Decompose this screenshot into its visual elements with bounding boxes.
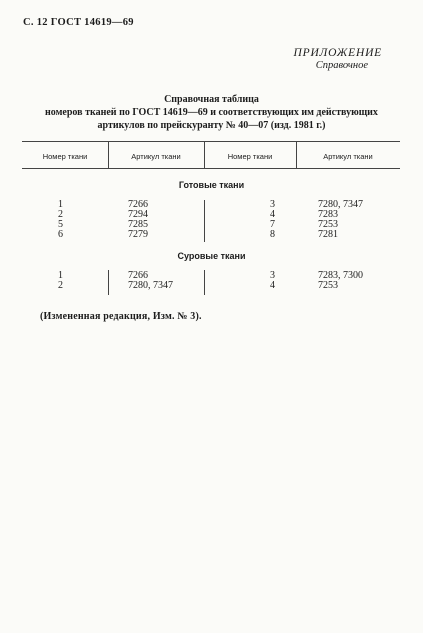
cell-article: 7266 bbox=[128, 270, 148, 281]
cell-article: 7280, 7347 bbox=[128, 280, 173, 291]
amendment-note: (Измененная редакция, Изм. № 3). bbox=[40, 311, 202, 322]
header-bottom-rule bbox=[22, 168, 400, 169]
section-2-divider-2 bbox=[204, 270, 205, 295]
cell-number-2: 7 bbox=[270, 219, 275, 230]
cell-article-2: 7283, 7300 bbox=[318, 270, 363, 281]
table-caption-line-3: артикулов по прейскуранту № 40—07 (изд. 1981 г.) bbox=[97, 120, 326, 131]
cell-article-2: 7283 bbox=[318, 209, 338, 220]
cell-number-2: 3 bbox=[270, 270, 275, 281]
cell-number-2: 4 bbox=[270, 209, 275, 220]
column-header-number-2: Номер ткани bbox=[227, 152, 273, 161]
section-title-raw: Суровые ткани bbox=[177, 251, 246, 261]
column-header-article-2: Артикул ткани bbox=[323, 152, 373, 161]
table-caption-line-1: Справочная таблица bbox=[164, 94, 259, 105]
section-1-divider bbox=[204, 200, 205, 242]
cell-article: 7279 bbox=[128, 229, 148, 240]
cell-number: 1 bbox=[58, 199, 63, 210]
cell-number-2: 3 bbox=[270, 199, 275, 210]
cell-number: 1 bbox=[58, 270, 63, 281]
cell-article: 7285 bbox=[128, 219, 148, 230]
column-header-number: Номер ткани bbox=[42, 152, 88, 161]
cell-article-2: 7281 bbox=[318, 229, 338, 240]
table-top-rule bbox=[22, 141, 400, 142]
section-title-finished: Готовые ткани bbox=[178, 180, 245, 190]
column-header-article: Артикул ткани bbox=[131, 152, 181, 161]
cell-article-2: 7253 bbox=[318, 219, 338, 230]
cell-number-2: 8 bbox=[270, 229, 275, 240]
cell-article-2: 7280, 7347 bbox=[318, 199, 363, 210]
cell-article: 7294 bbox=[128, 209, 148, 220]
table-caption-line-2: номеров тканей по ГОСТ 14619—69 и соответствующих им действующих bbox=[45, 107, 378, 118]
cell-article-2: 7253 bbox=[318, 280, 338, 291]
cell-number: 2 bbox=[58, 209, 63, 220]
cell-number: 5 bbox=[58, 219, 63, 230]
cell-number: 6 bbox=[58, 229, 63, 240]
section-2-divider-1 bbox=[108, 270, 109, 295]
cell-number-2: 4 bbox=[270, 280, 275, 291]
appendix-title: ПРИЛОЖЕНИЕ bbox=[293, 47, 382, 59]
appendix-subtitle: Справочное bbox=[315, 60, 368, 71]
page-header: С. 12 ГОСТ 14619—69 bbox=[23, 17, 134, 28]
cell-article: 7266 bbox=[128, 199, 148, 210]
cell-number: 2 bbox=[58, 280, 63, 291]
